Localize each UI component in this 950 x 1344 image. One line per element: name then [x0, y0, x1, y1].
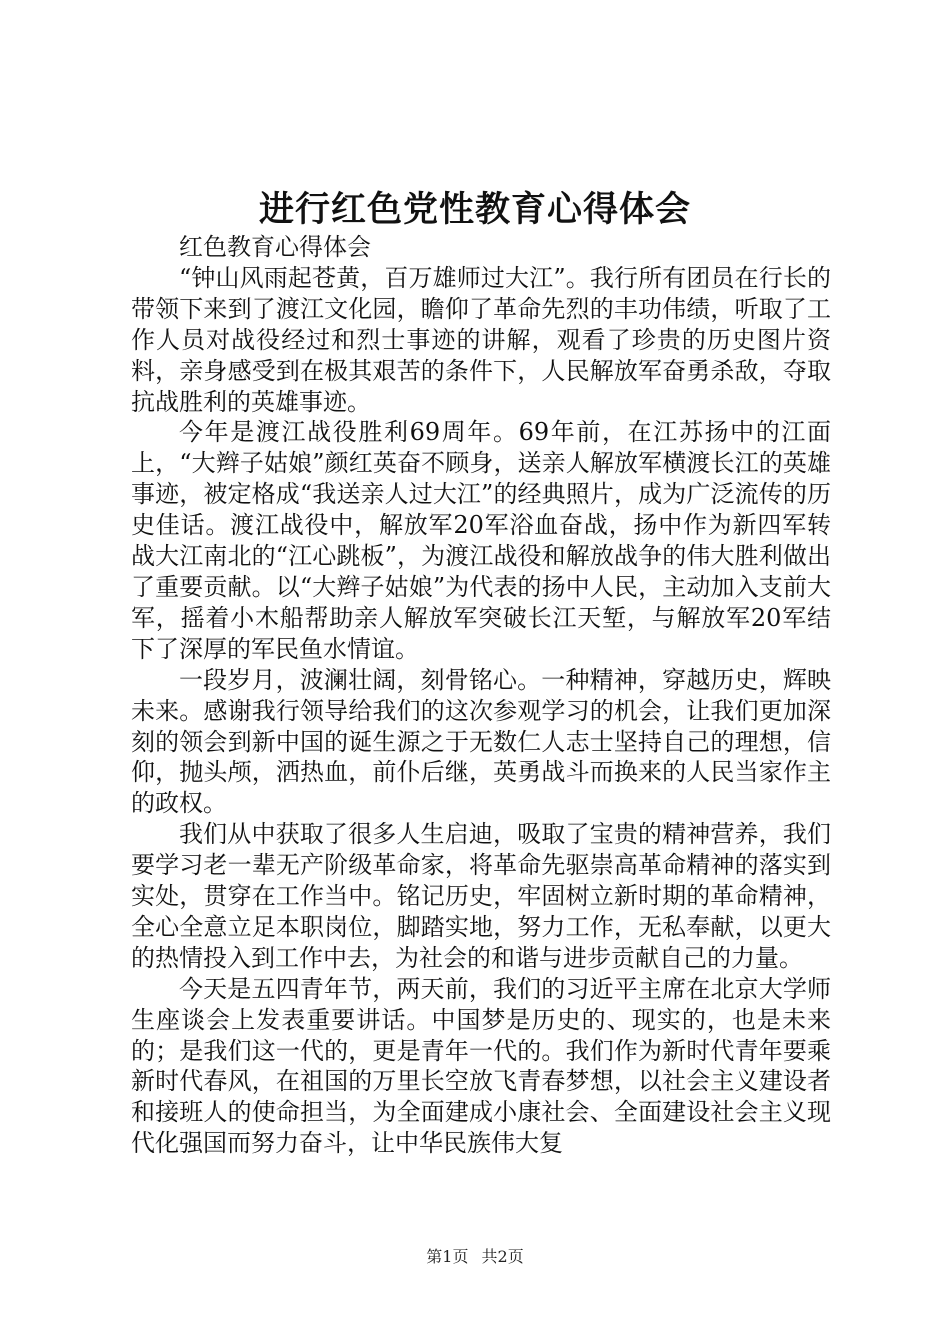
body-paragraph: 我们从中获取了很多人生启迪，吸取了宝贵的精神营养，我们要学习老一辈无产阶级革命家，将革命先驱崇高革命精神的落实到实处，贯穿在工作当中。铭记历史，牢固树立新时期的革命精神，全心全意立足本职岗位，脚踏实地，努力工作，无私奉献，以更大的热情投入到工作中去，为社会的和谐与进步贡献自己的力量。 — [131, 820, 831, 972]
body-paragraph: “钟山风雨起苍黄，百万雄师过大江”。我行所有团员在行长的带领下来到了渡江文化园，瞻仰了革命先烈的丰功伟绩，听取了工作人员对战役经过和烈士事迹的讲解，观看了珍贵的历史图片资料，亲身感受到在极其艰苦的条件下，人民解放军奋勇杀敌，夺取抗战胜利的英雄事迹。 — [131, 263, 831, 416]
body-paragraph: 一段岁月，波澜壮阔，刻骨铭心。一种精神，穿越历史，辉映未来。感谢我行领导给我们的这次参观学习的机会，让我们更加深刻的领会到新中国的诞生源之于无数仁人志士坚持自己的理想，信仰，抛头颅，洒热血，前仆后继，英勇战斗而换来的人民当家作主的政权。 — [131, 665, 831, 818]
body-paragraph: 今年是渡江战役胜利69周年。69年前，在江苏扬中的江面上，“大辫子姑娘”颜红英奋不顾身，送亲人解放军横渡长江的英雄事迹，被定格成“我送亲人过大江”的经典照片，成为广泛流传的历史佳话。渡江战役中，解放军20军浴血奋战，扬中作为新四军转战大江南北的“江心跳板”，为渡江战役和解放战争的伟大胜利做出了重要贡献。以“大辫子姑娘”为代表的扬中人民，主动加入支前大军，摇着小木船帮助亲人解放军突破长江天堑，与解放军20军结下了深厚的军民鱼水情谊。 — [131, 418, 831, 663]
page-footer — [0, 1244, 950, 1267]
page-total: 共2页 — [481, 1247, 524, 1266]
document-title: 进行红色党性教育心得体会 — [258, 190, 691, 230]
document-body — [131, 232, 831, 1159]
body-paragraph: 今天是五四青年节，两天前，我们的习近平主席在北京大学师生座谈会上发表重要讲话。中国梦是历史的、现实的，也是未来的；是我们这一代的，更是青年一代的。我们作为新时代青年要乘新时代春风，在祖国的万里长空放飞青春梦想，以社会主义建设者和接班人的使命担当，为全面建成小康社会、全面建设社会主义现代化强国而努力奋斗，让中华民族伟大复 — [131, 974, 831, 1158]
subtitle-paragraph: 红色教育心得体会 — [179, 233, 371, 261]
page-number: 第1页 — [426, 1247, 469, 1266]
